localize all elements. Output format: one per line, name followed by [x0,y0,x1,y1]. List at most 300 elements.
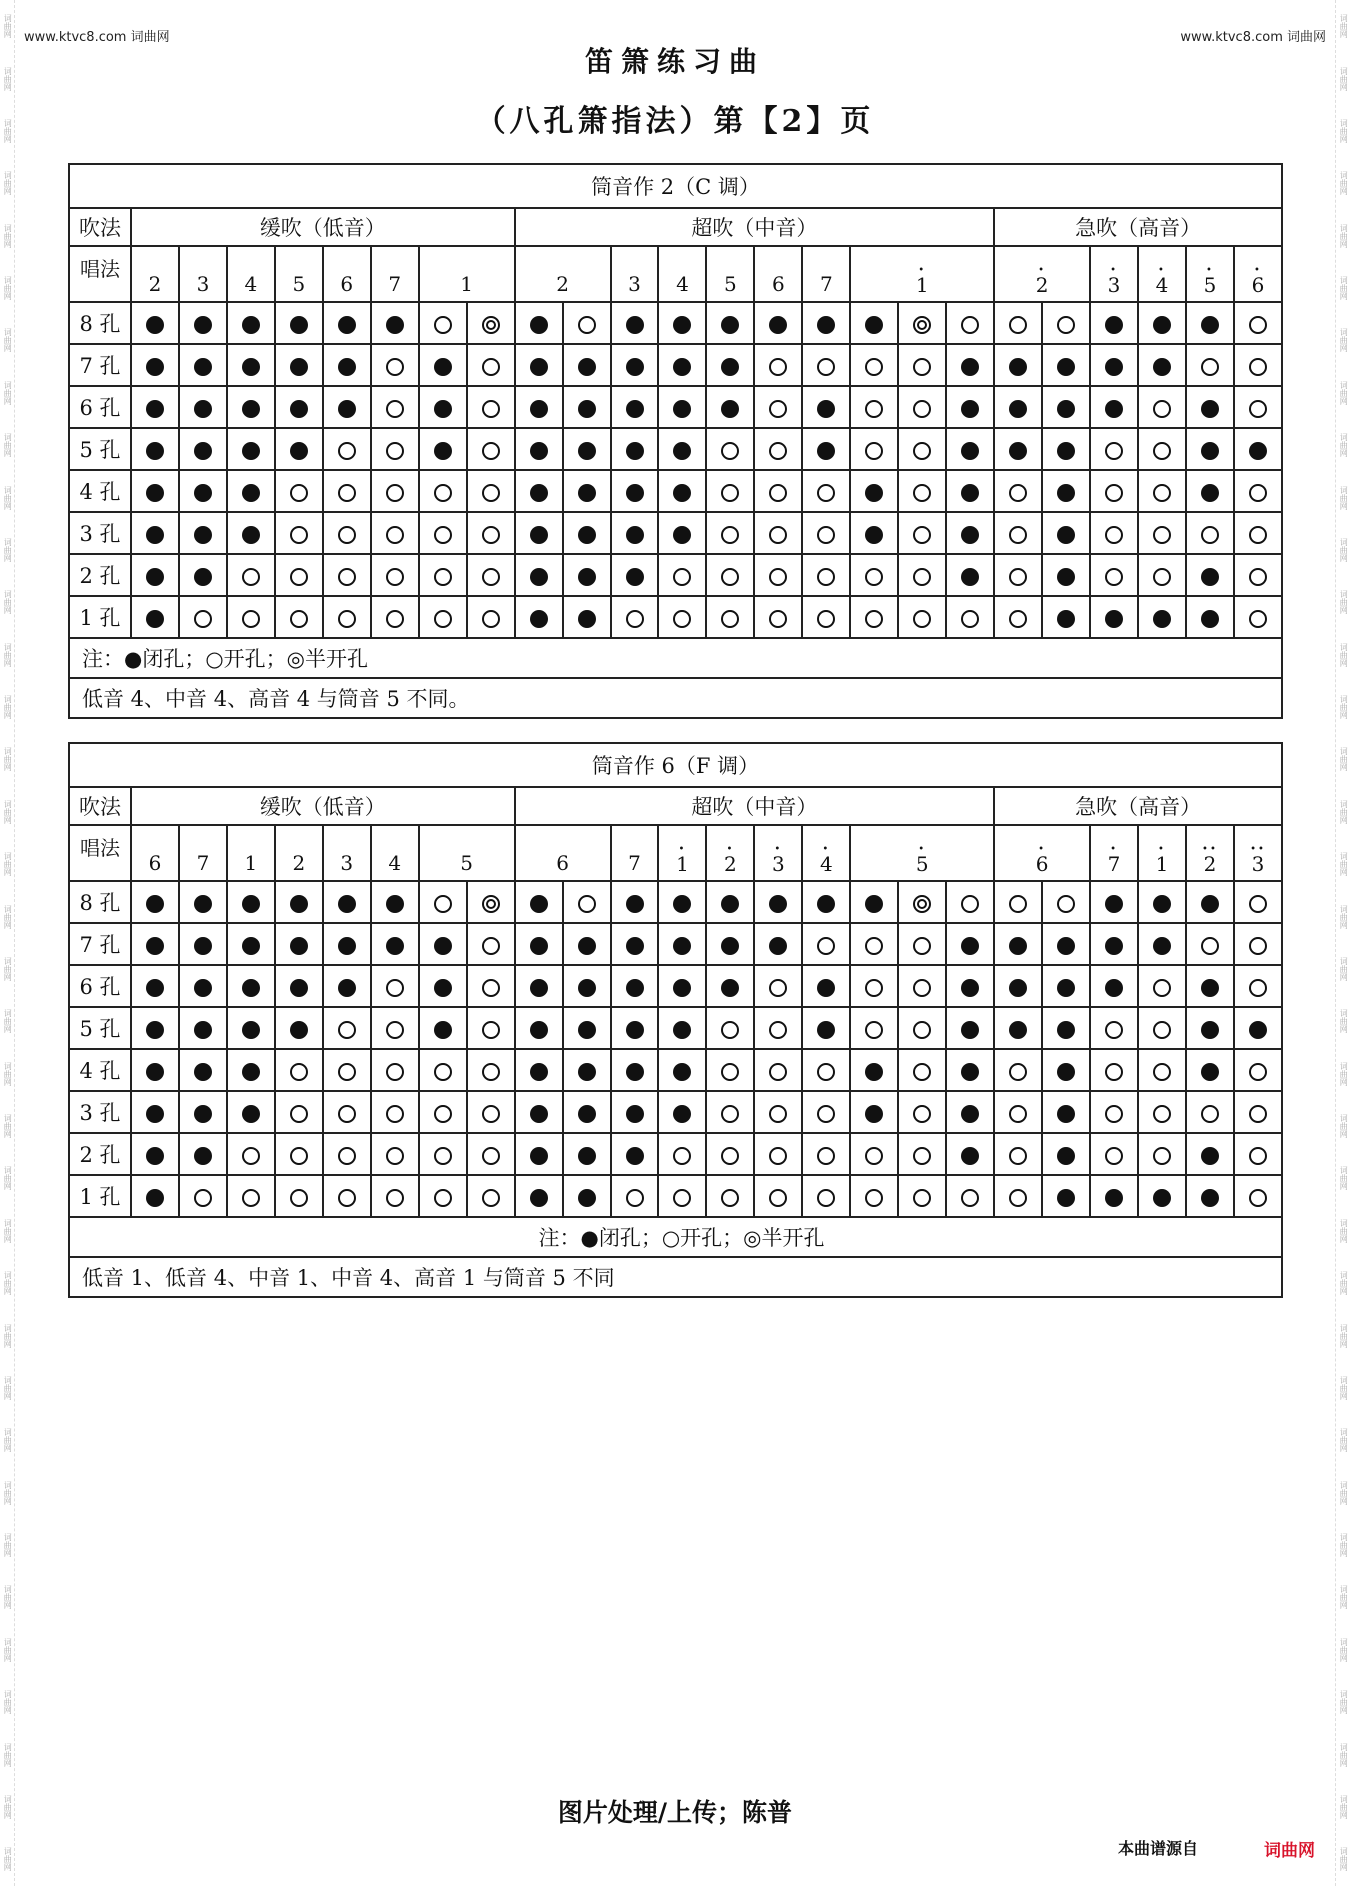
fingering-cell [1090,302,1138,344]
fingering-cell [1090,344,1138,386]
hole-row [69,386,1282,428]
open-hole-icon [1009,610,1027,628]
fingering-cell [994,554,1042,596]
note-number: 7 [1107,851,1121,876]
closed-hole-icon [1057,484,1075,502]
octave-dot: • [1110,264,1118,276]
fingering-cell [227,596,275,638]
side-watermark-text: 词曲网 [3,956,13,981]
open-hole-icon [1153,1105,1171,1123]
blow-group-header: 缓吹（低音） [131,787,515,825]
source-logo: 词曲网 [1264,1841,1315,1861]
fingering-cell [994,1175,1042,1217]
fingering-cell [1042,428,1090,470]
note-number: 2 [292,850,306,875]
fingering-cell [563,344,611,386]
fingering-cell [1234,881,1282,923]
open-hole-icon [338,610,356,628]
closed-hole-icon [194,358,212,376]
fingering-cell [611,512,659,554]
closed-hole-icon [961,358,979,376]
fingering-cell [802,428,850,470]
fingering-cell [179,386,227,428]
closed-hole-icon [242,484,260,502]
fingering-cell [227,923,275,965]
fingering-cell [419,344,467,386]
fingering-cell [658,1133,706,1175]
closed-hole-icon [1057,1063,1075,1081]
closed-hole-icon [290,442,308,460]
note-number: 2 [148,271,162,296]
fingering-cell [419,1091,467,1133]
closed-hole-icon [673,1063,691,1081]
fingering-cell [1234,512,1282,554]
closed-hole-icon [673,484,691,502]
fingering-cell [515,1007,563,1049]
open-hole-icon [1249,979,1267,997]
side-watermark-text: 词曲网 [1339,1585,1349,1610]
octave-dot: • [918,264,927,276]
closed-hole-icon [673,895,691,913]
closed-hole-icon [1057,568,1075,586]
fingering-cell [802,1091,850,1133]
open-hole-icon [769,484,787,502]
fingering-cell [131,881,179,923]
note-cell [994,246,1090,302]
closed-hole-icon [578,484,596,502]
open-hole-icon [482,442,500,460]
closed-hole-icon [817,895,835,913]
fingering-cell [1090,1007,1138,1049]
right-margin-watermark [1335,0,1350,1886]
closed-hole-icon [1105,610,1123,628]
fingering-cell [754,1091,802,1133]
note-cell [179,825,227,881]
open-hole-icon [817,1147,835,1165]
open-hole-icon [1009,1063,1027,1081]
closed-hole-icon [146,610,164,628]
closed-hole-icon [626,526,644,544]
fingering-cell [371,923,419,965]
closed-hole-icon [673,316,691,334]
hole-row [69,923,1282,965]
fingering-cell [802,881,850,923]
fingering-cell [179,596,227,638]
open-hole-icon [721,1021,739,1039]
closed-hole-icon [578,1021,596,1039]
closed-hole-icon [194,484,212,502]
fingering-cell [946,470,994,512]
open-hole-icon [1153,484,1171,502]
side-watermark-text: 词曲网 [1339,590,1349,615]
closed-hole-icon [146,526,164,544]
side-watermark-text: 词曲网 [1339,485,1349,510]
open-hole-icon [386,1105,404,1123]
side-watermark-text: 词曲网 [1339,852,1349,877]
side-watermark-text: 词曲网 [3,1690,13,1715]
octave-dot: • [726,843,735,855]
half-open-hole-icon [913,895,931,913]
closed-hole-icon [386,937,404,955]
fingering-cell [1234,965,1282,1007]
open-hole-icon [386,484,404,502]
closed-hole-icon [290,895,308,913]
open-hole-icon [769,1189,787,1207]
closed-hole-icon [242,442,260,460]
open-hole-icon [721,1189,739,1207]
fingering-cell [850,554,898,596]
closed-hole-icon [1153,358,1171,376]
open-hole-icon [386,1189,404,1207]
fingering-cell [1186,512,1234,554]
open-hole-icon [626,1189,644,1207]
fingering-cell [419,1007,467,1049]
open-hole-icon [865,400,883,418]
fingering-cell [179,1175,227,1217]
hole-row [69,344,1282,386]
open-hole-icon [721,526,739,544]
side-watermark-text: 词曲网 [3,1009,13,1034]
open-hole-icon [578,895,596,913]
note-cell [1090,246,1138,302]
hole-row [69,1091,1282,1133]
fingering-cell [323,881,371,923]
fingering-cell [898,881,946,923]
hole-row [69,596,1282,638]
fingering-cell [275,1007,323,1049]
closed-hole-icon [1009,400,1027,418]
open-hole-icon [1249,1063,1267,1081]
fingering-cell [994,1007,1042,1049]
fingering-cell [323,1133,371,1175]
fingering-cell [1042,1133,1090,1175]
closed-hole-icon [146,1105,164,1123]
fingering-cell [179,923,227,965]
closed-hole-icon [1057,526,1075,544]
fingering-cell [802,554,850,596]
fingering-cell [275,302,323,344]
fingering-cell [323,512,371,554]
fingering-cell [1138,965,1186,1007]
fingering-cell [515,302,563,344]
fingering-cell [419,386,467,428]
fingering-cell [467,1091,515,1133]
octave-dot: • [822,843,831,855]
closed-hole-icon [1057,937,1075,955]
open-hole-icon [817,526,835,544]
note-number: 3 [628,271,641,296]
closed-hole-icon [1009,937,1027,955]
fingering-cell [1234,1007,1282,1049]
closed-hole-icon [530,937,548,955]
fingering-cell [227,1133,275,1175]
closed-hole-icon [530,568,548,586]
source-label: 本曲谱源自 [1118,1839,1199,1858]
open-hole-icon [865,610,883,628]
note-cell [227,246,275,302]
open-hole-icon [338,1021,356,1039]
fingering-cell [850,596,898,638]
open-hole-icon [434,1063,452,1081]
fingering-cell [275,965,323,1007]
note-number: 3 [196,271,210,296]
hole-label: 3 孔 [69,512,131,554]
fingering-cell [323,1175,371,1217]
closed-hole-icon [1057,400,1075,418]
fingering-cell [1138,1175,1186,1217]
fingering-cell [994,344,1042,386]
fingering-cell [1186,386,1234,428]
closed-hole-icon [290,316,308,334]
fingering-cell [227,302,275,344]
closed-hole-icon [961,484,979,502]
side-watermark-text: 词曲网 [3,1114,13,1139]
open-hole-icon [1249,937,1267,955]
fingering-cell [611,470,659,512]
open-hole-icon [386,979,404,997]
blow-group-header: 急吹（高音） [994,787,1282,825]
fingering-cell [946,1133,994,1175]
note-cell [706,246,754,302]
fingering-cell [1138,344,1186,386]
side-watermark-text: 词曲网 [3,537,13,562]
fingering-cell [323,344,371,386]
fingering-cell [227,1049,275,1091]
open-hole-icon [242,610,260,628]
open-hole-icon [290,568,308,586]
fingering-cell [179,428,227,470]
closed-hole-icon [961,526,979,544]
fingering-cell [898,965,946,1007]
note-cell [419,246,515,302]
fingering-cell [467,428,515,470]
closed-hole-icon [626,400,644,418]
side-watermark-text: 词曲网 [1339,1323,1349,1348]
note-number: 3 [340,850,354,875]
closed-hole-icon [865,484,883,502]
fingering-cell [658,428,706,470]
fingering-cell [898,428,946,470]
fingering-cell [611,1091,659,1133]
open-hole-icon [482,979,500,997]
fingering-cell [1042,470,1090,512]
hole-label: 8 孔 [69,302,131,344]
fingering-cell [515,428,563,470]
closed-hole-icon [961,1063,979,1081]
closed-hole-icon [865,895,883,913]
side-watermark-text: 词曲网 [3,1375,13,1400]
fingering-cell [563,1133,611,1175]
octave-dot: • [1254,264,1262,276]
fingering-cell [275,386,323,428]
closed-hole-icon [1249,442,1267,460]
hole-row [69,1049,1282,1091]
fingering-cell [275,470,323,512]
fingering-cell [802,470,850,512]
fingering-cell [706,428,754,470]
fingering-cell [419,881,467,923]
hole-label: 1 孔 [69,596,131,638]
closed-hole-icon [817,316,835,334]
fingering-cell [227,554,275,596]
closed-hole-icon [1057,1105,1075,1123]
fingering-cell [563,1091,611,1133]
fingering-cell [1234,302,1282,344]
fingering-cell [179,1007,227,1049]
fingering-cell [898,1133,946,1175]
fingering-cell [946,596,994,638]
fingering-cell [706,1133,754,1175]
fingering-cell [658,881,706,923]
open-hole-icon [865,1147,883,1165]
closed-hole-icon [242,895,260,913]
blow-group-header: 超吹（中音） [515,787,995,825]
open-hole-icon [434,1105,452,1123]
closed-hole-icon [961,400,979,418]
fingering-cell [1138,1091,1186,1133]
closed-hole-icon [578,610,596,628]
table-caption: 筒音作 6（F 调） [69,743,1282,787]
side-watermark-text: 词曲网 [1339,1428,1349,1453]
side-watermark-text: 词曲网 [3,1428,13,1453]
fingering-cell [467,386,515,428]
open-hole-icon [338,1189,356,1207]
fingering-cell [1138,923,1186,965]
closed-hole-icon [194,1021,212,1039]
hole-label: 7 孔 [69,923,131,965]
closed-hole-icon [673,526,691,544]
fingering-cell [275,596,323,638]
open-hole-icon [290,1063,308,1081]
fingering-cell [275,1175,323,1217]
hole-label: 8 孔 [69,881,131,923]
fingering-cell [850,302,898,344]
open-hole-icon [769,1105,787,1123]
open-hole-icon [386,1147,404,1165]
closed-hole-icon [673,442,691,460]
closed-hole-icon [626,1063,644,1081]
note-number: 4 [676,271,689,296]
fingering-cell [1090,386,1138,428]
fingering-cell [419,302,467,344]
closed-hole-icon [961,568,979,586]
fingering-cell [227,1007,275,1049]
closed-hole-icon [626,979,644,997]
fingering-cell [467,1049,515,1091]
fingering-cell [850,881,898,923]
fingering-cell [946,965,994,1007]
fingering-cell [898,512,946,554]
fingering-cell [706,1007,754,1049]
side-watermark-text: 词曲网 [1339,171,1349,196]
side-watermark-text: 词曲网 [3,380,13,405]
open-hole-icon [817,358,835,376]
closed-hole-icon [721,979,739,997]
note-cell [1234,246,1282,302]
fingering-cell [419,1175,467,1217]
fingering-cell [515,1049,563,1091]
side-watermark-text: 词曲网 [1339,1480,1349,1505]
closed-hole-icon [673,979,691,997]
fingering-cell [1090,1091,1138,1133]
octave-dot: • [1205,264,1214,276]
open-hole-icon [769,1147,787,1165]
open-hole-icon [913,526,931,544]
closed-hole-icon [1105,895,1123,913]
closed-hole-icon [434,979,452,997]
closed-hole-icon [530,526,548,544]
octave-dot: • [1158,843,1166,855]
closed-hole-icon [146,358,164,376]
fingering-cell [754,1133,802,1175]
blow-group-header: 超吹（中音） [515,208,995,246]
open-hole-icon [769,979,787,997]
fingering-cell [515,512,563,554]
closed-hole-icon [578,979,596,997]
open-hole-icon [290,1105,308,1123]
closed-hole-icon [146,442,164,460]
note-number: 5 [292,271,306,296]
note-number: 6 [1251,272,1265,297]
fingering-cell [227,1175,275,1217]
open-hole-icon [386,610,404,628]
note-number: 3 [772,851,785,876]
closed-hole-icon [1153,937,1171,955]
open-hole-icon [1153,526,1171,544]
closed-hole-icon [1201,1063,1219,1081]
fingering-cell [802,386,850,428]
closed-hole-icon [242,400,260,418]
fingering-cell [323,428,371,470]
fingering-cell [706,386,754,428]
closed-hole-icon [1201,568,1219,586]
open-hole-icon [913,1105,931,1123]
closed-hole-icon [578,442,596,460]
fingering-cell [994,512,1042,554]
octave-dot: • [1158,264,1166,276]
side-watermark-text: 词曲网 [1339,1166,1349,1191]
fingering-cell [323,386,371,428]
fingering-cell [1138,428,1186,470]
fingering-cell [275,344,323,386]
note-number: 1 [676,851,689,876]
open-hole-icon [242,568,260,586]
closed-hole-icon [578,1105,596,1123]
hole-row [69,554,1282,596]
fingering-cell [179,1091,227,1133]
closed-hole-icon [1057,442,1075,460]
closed-hole-icon [386,895,404,913]
open-hole-icon [1105,1063,1123,1081]
fingering-cell [611,923,659,965]
fingering-cell [179,554,227,596]
closed-hole-icon [865,526,883,544]
fingering-cell [1090,965,1138,1007]
open-hole-icon [434,1147,452,1165]
closed-hole-icon [194,1105,212,1123]
closed-hole-icon [1057,1189,1075,1207]
octave-dot: • [1110,843,1118,855]
fingering-cell [1186,1049,1234,1091]
note-cell [419,825,515,881]
fingering-cell [1042,554,1090,596]
fingering-cell [658,923,706,965]
closed-hole-icon [626,316,644,334]
fingering-cell [658,470,706,512]
closed-hole-icon [530,610,548,628]
fingering-cell [131,965,179,1007]
note-number: 2 [724,851,737,876]
